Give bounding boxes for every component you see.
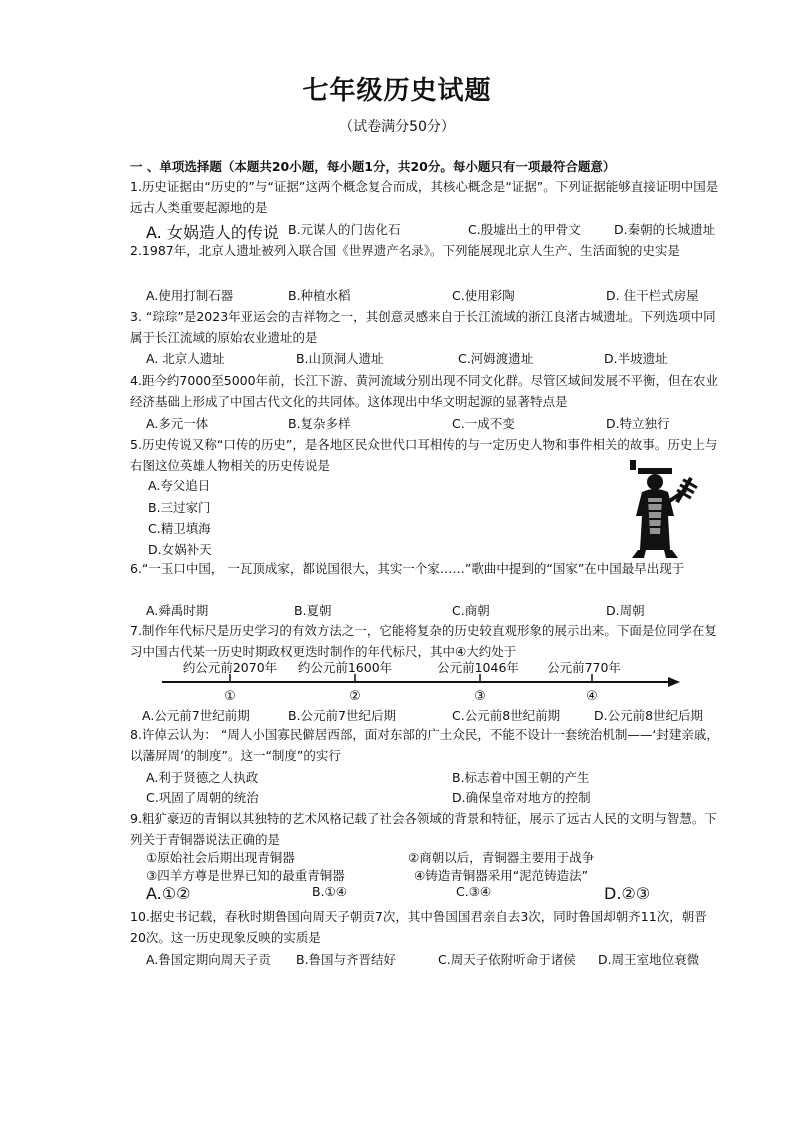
q6-option-a[interactable]: A.舜禹时期 xyxy=(146,603,209,618)
q9-option-a[interactable]: A.①② xyxy=(146,884,191,903)
q4-option-a[interactable]: A.多元一体 xyxy=(146,416,209,431)
q7-option-a[interactable]: A.公元前7世纪前期 xyxy=(142,708,250,723)
timeline-label-1: 约公元前2070年 xyxy=(182,660,278,675)
q5-option-c[interactable]: C.精卫填海 xyxy=(148,521,211,536)
q4-option-c[interactable]: C.一成不变 xyxy=(452,416,515,431)
q1-option-d[interactable]: D.秦朝的长城遗址 xyxy=(614,222,716,237)
q5-option-d[interactable]: D.女娲补天 xyxy=(148,542,212,557)
q3-option-a[interactable]: A. 北京人遗址 xyxy=(146,351,225,366)
timeline-arrow-icon xyxy=(668,677,680,687)
q1-option-a[interactable]: A. 女娲造人的传说 xyxy=(146,223,279,242)
q6-option-d[interactable]: D.周朝 xyxy=(606,603,645,618)
question-4-options xyxy=(146,414,726,434)
question-2-stem: 2.1987年，北京人遗址被列入联合国《世界遗产名录》。下列能展现北京人生产、生活面貌的史实是 xyxy=(130,243,680,258)
q4-option-d[interactable]: D.特立独行 xyxy=(606,416,670,431)
q7-option-b[interactable]: B.公元前7世纪后期 xyxy=(288,708,397,723)
page-title: 七年级历史试题 xyxy=(302,76,492,106)
q9-option-c[interactable]: C.③④ xyxy=(456,884,492,899)
question-3-options xyxy=(146,349,726,369)
q6-option-b[interactable]: B.夏朝 xyxy=(294,603,332,618)
q1-option-c[interactable]: C.殷墟出土的甲骨文 xyxy=(468,222,581,237)
question-1-options xyxy=(146,220,726,240)
q10-option-d[interactable]: D.周王室地位衰微 xyxy=(598,952,700,967)
question-9-statements-row1 xyxy=(146,848,726,868)
q9-statement-4: ④铸造青铜器采用“泥范铸造法” xyxy=(414,868,589,883)
q9-statement-1: ①原始社会后期出现青铜器 xyxy=(146,850,295,865)
q8-option-a[interactable]: A.利于贤德之人执政 xyxy=(146,770,259,785)
timeline-label-4: 公元前770年 xyxy=(547,660,621,675)
timeline-ruler xyxy=(160,656,684,704)
q3-option-b[interactable]: B.山顶洞人遗址 xyxy=(296,351,384,366)
q3-option-d[interactable]: D.半坡遗址 xyxy=(604,351,668,366)
question-9-stem: 9.粗犷豪迈的青铜以其独特的艺术风格记载了社会各领域的背景和特征，展示了远古人民的文明与智慧。下列关于青铜器说法正确的是 xyxy=(130,811,717,847)
q2-option-b[interactable]: B.种植水稻 xyxy=(288,288,351,303)
timeline-marker-4: ④ xyxy=(586,689,598,704)
legendary-hero-figure-icon xyxy=(624,458,714,560)
q5-option-a[interactable]: A.夸父追日 xyxy=(148,478,211,493)
question-10-options xyxy=(146,950,726,970)
question-2-options xyxy=(146,286,726,306)
q9-option-b[interactable]: B.①④ xyxy=(312,884,347,899)
q4-option-b[interactable]: B.复杂多样 xyxy=(288,416,351,431)
question-7-stem: 7.制作年代标尺是历史学习的有效方法之一，它能将复杂的历史较直观形象的展示出来。下面是位同学在复习中国古代某一历史时期政权更迭时制作的年代标尺，其中④大约处于 xyxy=(130,623,717,659)
q7-option-d[interactable]: D.公元前8世纪后期 xyxy=(594,708,704,723)
q2-option-c[interactable]: C.使用彩陶 xyxy=(452,288,515,303)
question-7-options xyxy=(142,706,726,726)
q9-statement-2: ②商朝以后，青铜器主要用于战争 xyxy=(408,850,595,865)
q10-option-b[interactable]: B.鲁国与齐晋结好 xyxy=(296,952,397,967)
timeline-label-3: 公元前1046年 xyxy=(437,660,519,675)
question-6-stem: 6.“一玉口中国， 一瓦顶成家，都说国很大，其实一个家……”歌曲中提到的“国家”在中国最早出现于 xyxy=(130,561,685,576)
question-3-stem: 3. “琮琮”是2023年亚运会的吉祥物之一，其创意灵感来自于长江流域的浙江良渚古城遗址。下列选项中同属于长江流域的原始农业遗址的是 xyxy=(130,309,716,345)
q7-option-c[interactable]: C.公元前8世纪前期 xyxy=(452,708,561,723)
question-1-stem: 1.历史证据由“历史的”与“证据”这两个概念复合而成，其核心概念是“证据”。下列证据能够直接证明中国是远古人类重要起源地的是 xyxy=(130,179,719,215)
question-9-options xyxy=(146,884,726,904)
question-8-stem: 8.许倬云认为： “周人小国寡民僻居西部，面对东部的广土众民，不能不设计一套统治机制——‘封建亲戚，以藩屏周’的制度”。这一“制度”的实行 xyxy=(130,727,719,763)
q6-option-c[interactable]: C.商朝 xyxy=(452,603,490,618)
q8-option-b[interactable]: B.标志着中国王朝的产生 xyxy=(452,770,590,785)
q10-option-a[interactable]: A.鲁国定期向周天子贡 xyxy=(146,952,271,967)
question-6-options xyxy=(146,601,726,621)
question-8-options-row2 xyxy=(146,788,726,808)
q2-option-d[interactable]: D. 住干栏式房屋 xyxy=(606,288,699,303)
q9-option-d[interactable]: D.②③ xyxy=(604,884,651,903)
question-9-statements-row2 xyxy=(146,866,726,886)
q9-statement-3: ③四羊方尊是世界已知的最重青铜器 xyxy=(146,868,345,883)
section-heading: 一 、单项选择题（本题共20小题，每小题1分，共20分。每小题只有一项最符合题意） xyxy=(130,159,616,174)
timeline-marker-3: ③ xyxy=(474,689,486,704)
q1-option-b[interactable]: B.元谋人的门齿化石 xyxy=(288,222,401,237)
timeline-marker-2: ② xyxy=(349,689,361,704)
q8-option-d[interactable]: D.确保皇帝对地方的控制 xyxy=(452,790,591,805)
question-4-stem: 4.距今约7000至5000年前，长江下游、黄河流域分别出现不同文化群。尽管区域间发展不平衡，但在农业经济基础上形成了中国古代文化的共同体。这体现出中华文明起源的显著特点是 xyxy=(130,373,719,409)
q8-option-c[interactable]: C.巩固了周朝的统治 xyxy=(146,790,259,805)
question-5-stem: 5.历史传说又称“口传的历史”，是各地区民众世代口耳相传的与一定历史人物和事件相关的故事。历史上与右图这位英雄人物相关的历史传说是 xyxy=(130,437,718,473)
timeline-label-2: 约公元前1600年 xyxy=(297,660,393,675)
q10-option-c[interactable]: C.周天子依附听命于诸侯 xyxy=(438,952,576,967)
page-subtitle: （试卷满分50分） xyxy=(339,119,455,135)
q3-option-c[interactable]: C.河姆渡遗址 xyxy=(458,351,534,366)
question-10-stem: 10.据史书记载，春秋时期鲁国向周天子朝贡7次，其中鲁国国君亲自去3次，同时鲁国却朝齐11次，朝晋20次。这一历史现象反映的实质是 xyxy=(130,909,707,945)
q2-option-a[interactable]: A.使用打制石器 xyxy=(146,288,234,303)
q5-option-b[interactable]: B.三过家门 xyxy=(148,500,211,515)
timeline-marker-1: ① xyxy=(224,689,236,704)
question-8-options-row1 xyxy=(146,768,726,788)
